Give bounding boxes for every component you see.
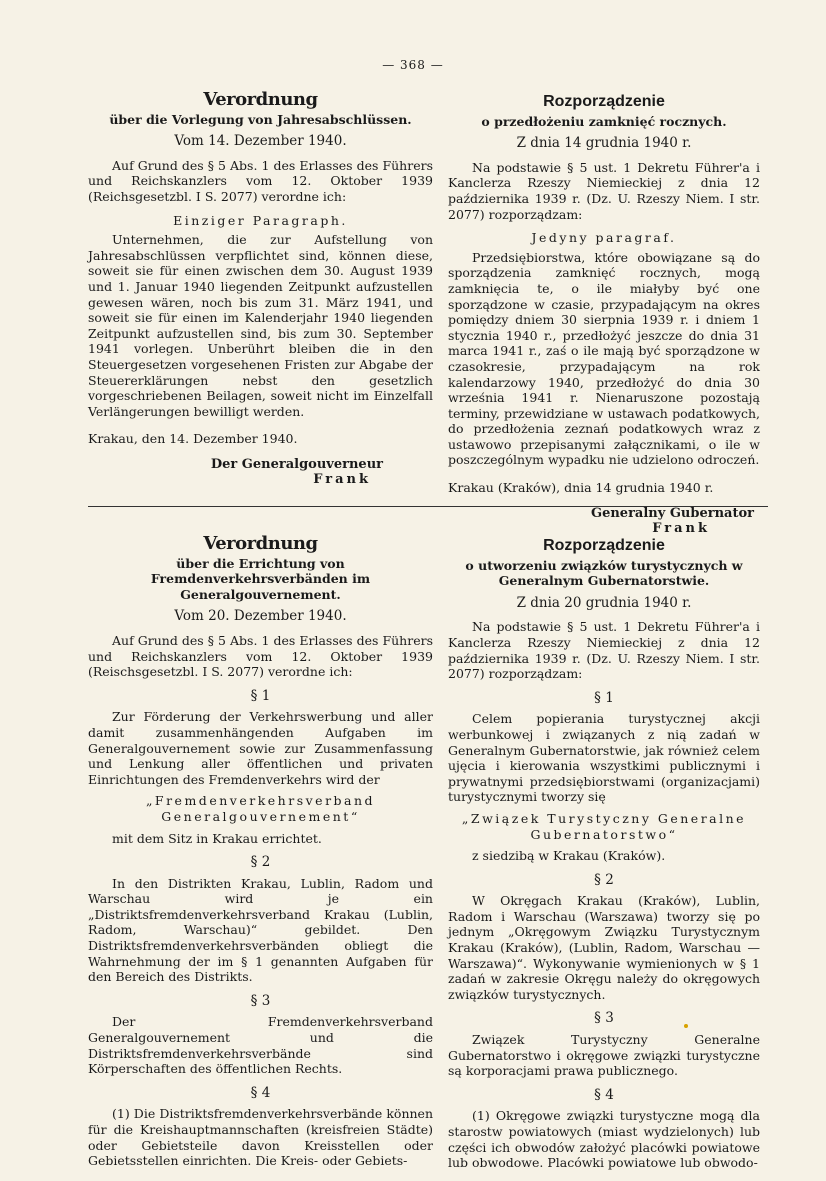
signature-name: Frank bbox=[313, 472, 371, 488]
association-name: „Związek Turystyczny Generalne Gubernatorstwo“ bbox=[461, 810, 747, 842]
ordinance-title: Verordnung bbox=[203, 533, 318, 554]
ordinance-date: Vom 14. Dezember 1940. bbox=[174, 133, 347, 150]
ordinance-date: Z dnia 14 grudnia 1940 r. bbox=[516, 135, 692, 152]
place-date: Krakau, den 14. Dezember 1940. bbox=[88, 431, 298, 447]
section-text: W Okręgach Krakau (Kraków), Lublin, Radom i Warschau (Warszawa) tworzy się po jednym „Okręgowym Związku Turystycznym Krakau (Kraków), (Lublin, Radom, Warschau — Warszawa)“. Wykonywanie wymienionych w § 1 zadań w zakresie Okręgu należy do okręgowych związków turystycznych. bbox=[448, 893, 760, 1002]
ordinance-subtitle: o przedłożeniu zamknięć rocznych. bbox=[481, 113, 727, 129]
section-text: Celem popierania turystycznej akcji werbunkowej i związanych z nią zadań w Generalnym Gubernatorstwie, jak również celem ujęcia i kierowania wszystkimi publicznymi i prywatnymi przedsiębiorstwami (organizacjami) turystycznymi tworzy się bbox=[448, 711, 760, 805]
ordinance-intro: Auf Grund des § 5 Abs. 1 des Erlasses des Führers und Reichskanzlers vom 12. Oktober 1939 (Reichsgesetzbl. I S. 2077) verordne ich: bbox=[88, 157, 433, 204]
ordinance-subtitle: o utworzeniu związków turystycznych w Generalnym Gubernatorstwie. bbox=[465, 557, 743, 589]
ordinance-title: Rozporządzenie bbox=[543, 537, 665, 554]
ordinance-body: Unternehmen, die zur Aufstellung von Jahresabschlüssen verpflichtet sind, können diese, soweit sie für einen zwischen dem 30. August 1939 und 1. Januar 1940 liegenden Zeitpunkt aufzustellen gewesen wären, noch bis zum 31. März 1941, und soweit sie für einen im Kalenderjahr 1940 liegenden Zeitpunkt aufzustellen sind, bis zum 30. September 1941 vorlegen. Unberührt bleiben die in den Steuergesetzen vorgesehenen Fristen zur Abgabe der Steuererklärungen nebst den gesetzlich vorgeschriebenen Beilagen, soweit nicht im Einzelfall Verlängerungen bewilligt werden. bbox=[88, 232, 433, 419]
ink-speck bbox=[684, 1024, 688, 1028]
section-text: mit dem Sitz in Krakau errichtet. bbox=[112, 830, 322, 846]
section-text: z siedzibą w Krakau (Kraków). bbox=[472, 848, 666, 864]
place-date: Krakau (Kraków), dnia 14 grudnia 1940 r. bbox=[448, 480, 714, 496]
section-label: § 1 bbox=[250, 687, 271, 704]
section-label: § 2 bbox=[594, 871, 614, 888]
association-name: „Fremdenverkehrsverband Generalgouvernement“ bbox=[145, 793, 376, 824]
section-label: § 4 bbox=[250, 1084, 271, 1101]
ordinance-intro: Auf Grund des § 5 Abs. 1 des Erlasses des Führers und Reichskanzlers vom 12. Oktober 1939 (Reischsgesetzbl. I S. 2077) verordne ich: bbox=[88, 632, 433, 680]
section-divider bbox=[88, 506, 768, 507]
section-text: (1) Okręgowe związki turystyczne mogą dla starostw powiatowych (miast wydzielonych) lub części ich obwodów założyć placówki powiatowe lub obwodowe. Placówki powiatowe lub obwodo- bbox=[448, 1108, 760, 1171]
ordinance-date: Vom 20. Dezember 1940. bbox=[174, 608, 347, 625]
section-label: § 3 bbox=[250, 992, 271, 1009]
ordinance-pl-annual-accounts bbox=[448, 94, 760, 537]
section-text: (1) Die Distriktsfremdenverkehrsverbände können für die Kreishauptmannschaften (kreisfreien Städte) oder Gebietsteile davon Kreisstellen oder Gebietsstellen einrichten. Die Kreis- oder Gebiets- bbox=[88, 1106, 433, 1169]
paragraph-heading: Einziger Paragraph. bbox=[173, 212, 348, 228]
page-number: — 368 — bbox=[382, 58, 444, 72]
section-label: § 4 bbox=[594, 1086, 614, 1103]
ordinance-date: Z dnia 20 grudnia 1940 r. bbox=[516, 594, 692, 611]
ordinance-intro: Na podstawie § 5 ust. 1 Dekretu Führer'a i Kanclerza Rzeszy Niemieckiej z dnia 12 października 1939 r. (Dz. U. Rzeszy Niem. I str. 2077) rozporządzam: bbox=[448, 159, 760, 222]
ordinance-title: Rozporządzenie bbox=[543, 93, 665, 110]
section-label: § 1 bbox=[594, 689, 614, 706]
ordinance-de-tourism-associations bbox=[88, 533, 433, 1169]
ordinance-subtitle: über die Errichtung von Fremdenverkehrsverbänden im Generalgouvernement. bbox=[150, 555, 371, 602]
signature-name: Frank bbox=[652, 521, 710, 537]
section-label: § 3 bbox=[594, 1010, 614, 1027]
signature-title: Generalny Gubernator bbox=[590, 505, 754, 521]
section-label: § 2 bbox=[250, 854, 271, 871]
section-text: In den Distrikten Krakau, Lublin, Radom und Warschau wird je ein „Distriktsfremdenverkehrsverband Krakau (Lublin, Radom, Warschau)“ gebildet. Den Distriktsfremdenverkehrsverbänden obliegt die Wahrnehmung der im § 1 genannten Aufgaben für den Bereich des Distrikts. bbox=[88, 875, 433, 985]
ordinance-subtitle: über die Vorlegung von Jahresabschlüssen. bbox=[109, 111, 412, 127]
section-text: Der Fremdenverkehrsverband Generalgouvernement und die Distriktsfremdenverkehrsverbände sind Körperschaften des öffentlichen Rechts. bbox=[88, 1014, 433, 1077]
section-text: Zur Förderung der Verkehrswerbung und aller damit zusammenhängenden Aufgaben im Generalgouvernement sowie zur Zusammenfassung und Lenkung aller öffentlichen und privaten Einrichtungen des Fremdenverkehrs wird der bbox=[88, 709, 433, 787]
section-text: Związek Turystyczny Generalne Gubernatorstwo i okręgowe związki turystyczne są korporacjami prawa publicznego. bbox=[448, 1032, 760, 1079]
ordinance-body: Przedsiębiorstwa, które obowiązane są do sporządzenia zamknięć rocznych, mogą zamknięcia te, o ile miałyby być one sporządzone w czasie, przypadającym na okres pomiędzy dniem 30 sierpnia 1939 r. i dniem 1 stycznia 1940 r., przedłożyć jeszcze do dnia 31 marca 1941 r., zaś o ile mają być sporządzone w czasokresie, przypadającym na rok kalendarzowy 1940, przedłożyć do dnia 30 września 1941 r. Nienaruszone pozostają terminy, przewidziane w ustawach podatkowych, do przedłożenia zeznań podatkowych wraz z ustawowo przepisanymi załącznikami, o ile w poszczególnym wypadku nie udzielono odroczeń. bbox=[448, 249, 760, 468]
paragraph-heading: Jedyny paragraf. bbox=[531, 230, 677, 246]
ordinance-de-annual-accounts bbox=[88, 89, 433, 488]
ordinance-pl-tourism-associations bbox=[448, 538, 760, 1171]
ordinance-intro: Na podstawie § 5 ust. 1 Dekretu Führer'a i Kanclerza Rzeszy Niemieckiej z dnia 12 października 1939 r. (Dz. U. Rzeszy Niem. I str. 2077) rozporządzam: bbox=[448, 619, 760, 682]
signature-title: Der Generalgouverneur bbox=[210, 456, 383, 472]
ordinance-title: Verordnung bbox=[203, 89, 318, 110]
